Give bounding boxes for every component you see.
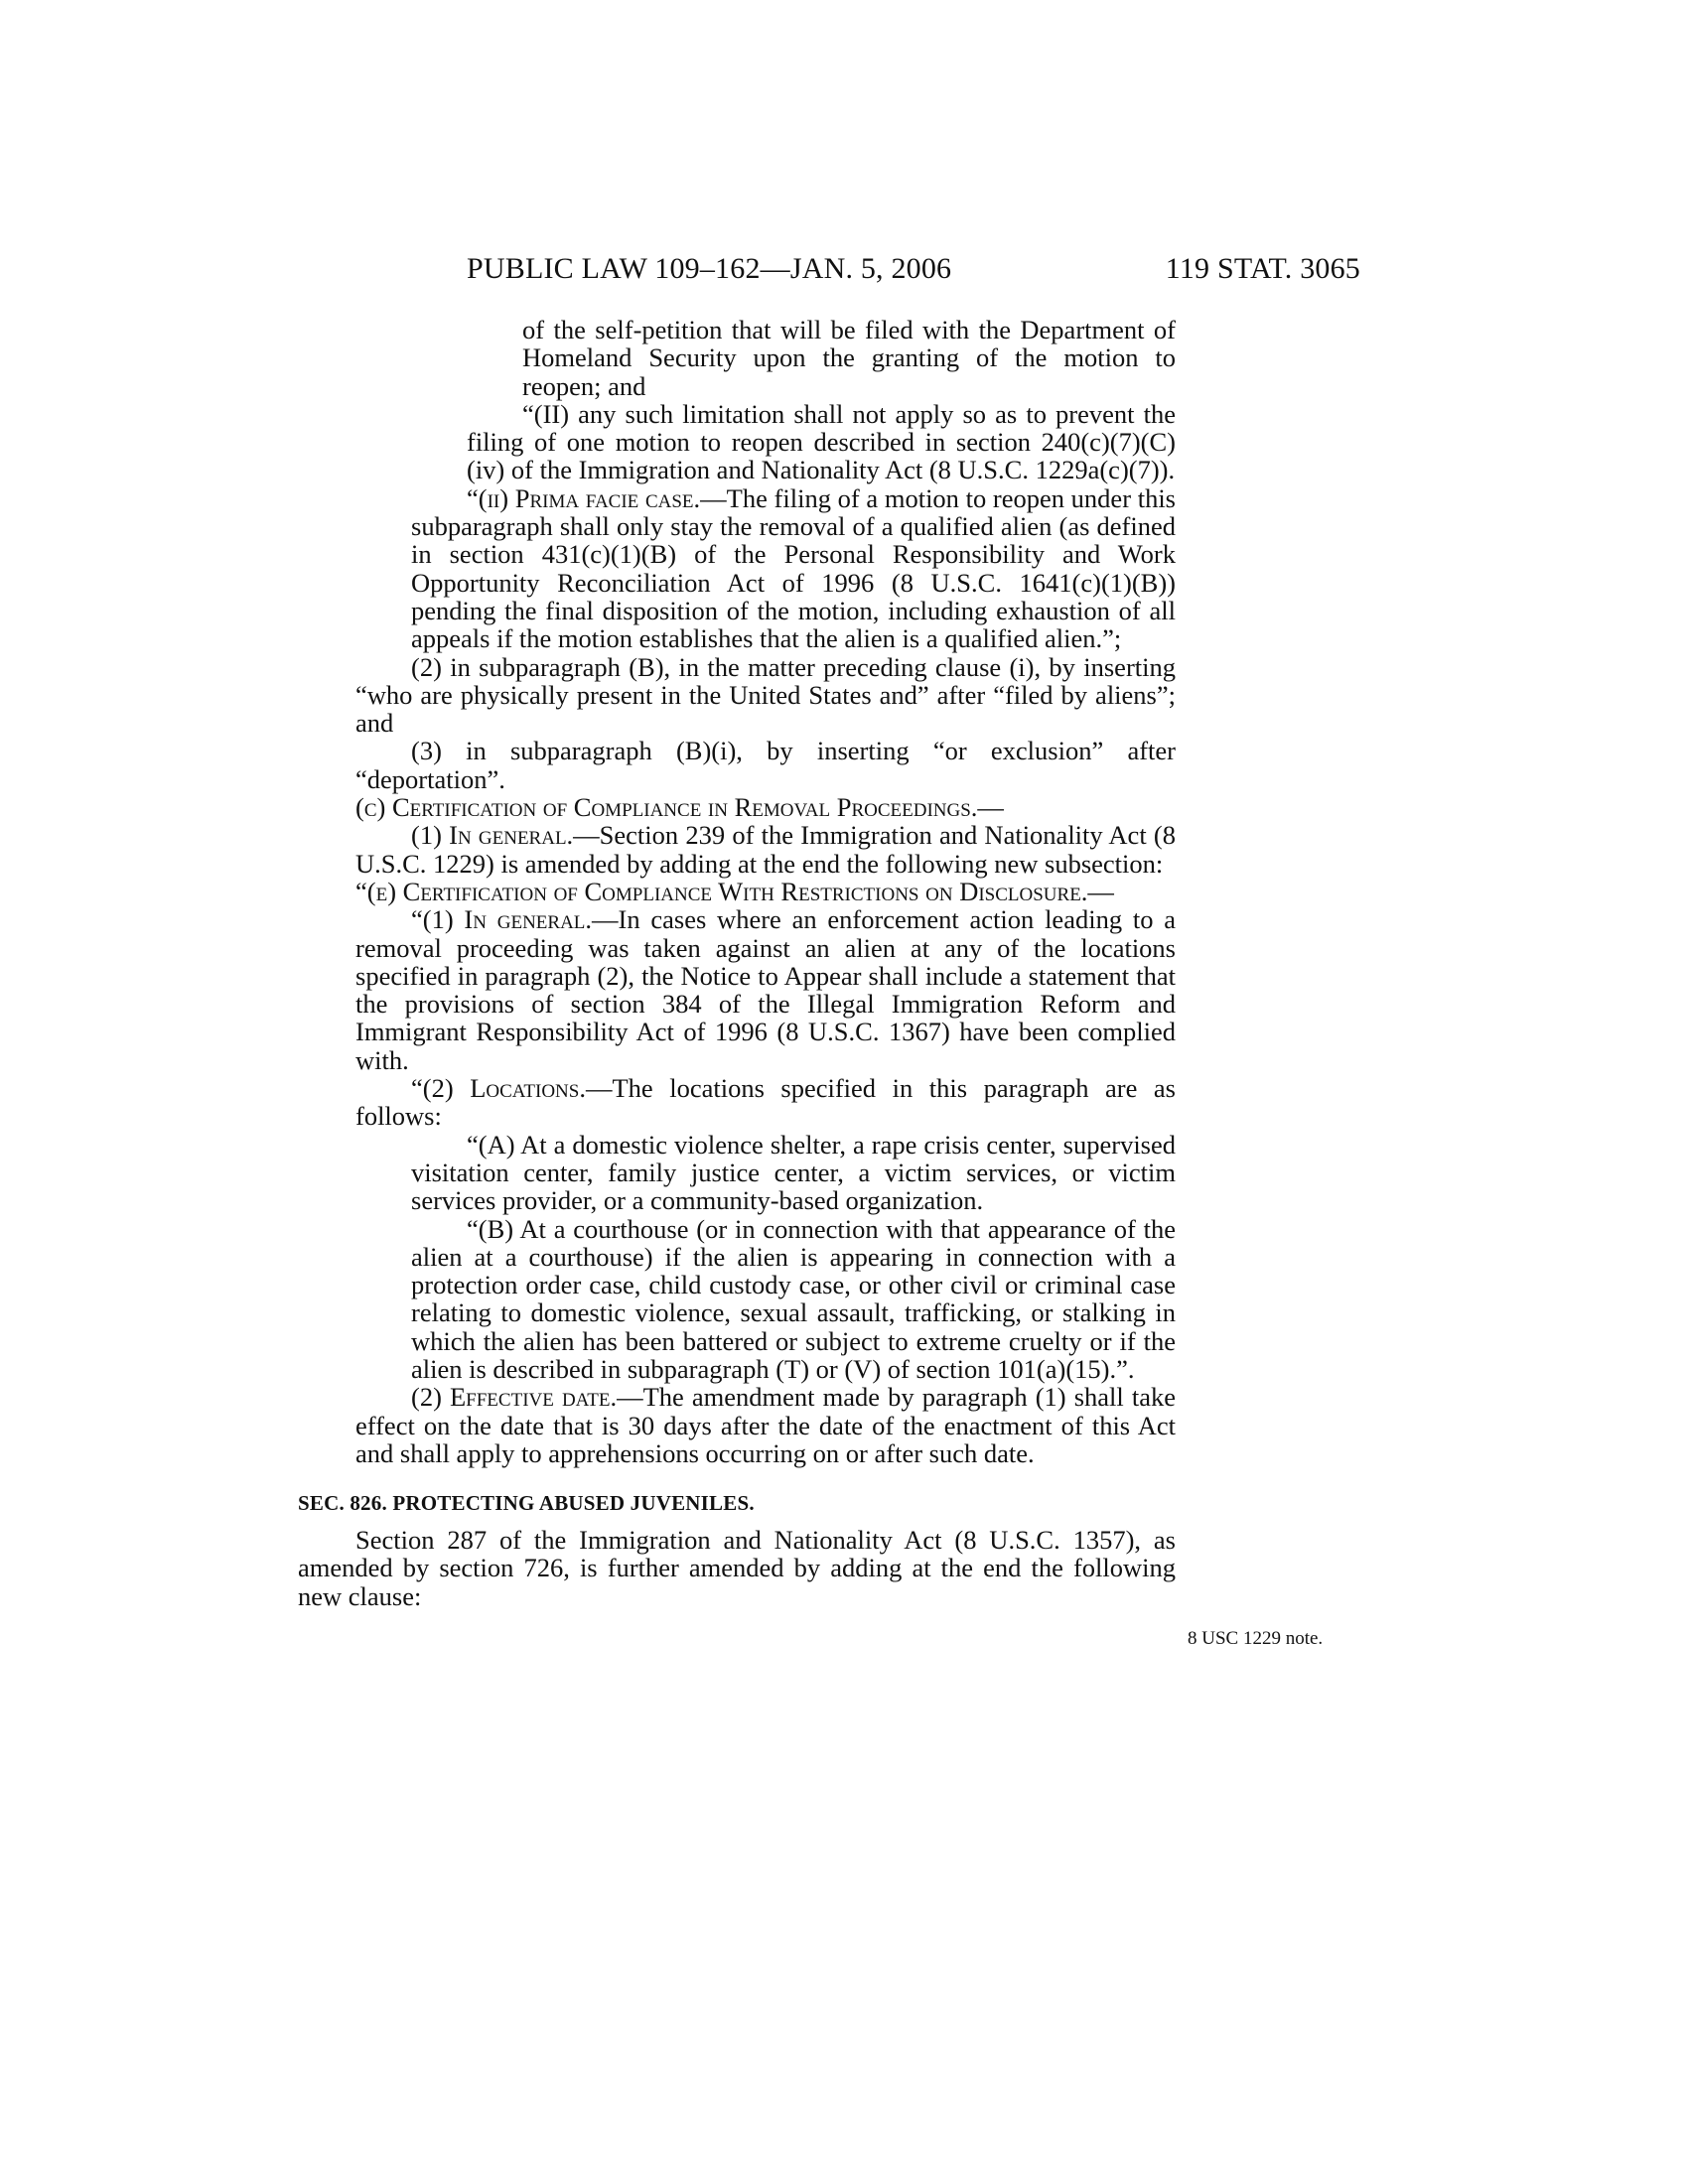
paragraph-location-A: “(A) At a domestic violence shelter, a rape crisis center, supervised visitation center, family justice center, a victim services, or victim services provider, or a community-based organization. xyxy=(411,1129,1176,1216)
text-effective-date: —The amendment made by paragraph (1) shall take effect on the date that is 30 days after the date of the enactment of this Act and shall apply to apprehensions occurring on or after such date. xyxy=(355,1382,1176,1468)
heading-effective-date: (2) Effective date. xyxy=(411,1382,618,1413)
paragraph-limitation-II: “(II) any such limitation shall not apply so as to prevent the filing of one motion to reopen described in section 240(c)(7)(C)(iv) of the Immigration and Nationality Act (8 U.S.C. 1229a(c)(7)). xyxy=(467,398,1176,485)
heading-certification-disclosure: “(e) Certification of Compliance With Restrictions on Disclosure.— xyxy=(355,876,1114,906)
paragraph-section-287: Section 287 of the Immigration and Nationality Act (8 U.S.C. 1357), as amended by section 726, is further amended by adding at the end the following new clause: xyxy=(298,1525,1176,1611)
header-stat-page: 119 STAT. 3065 xyxy=(1165,252,1360,285)
header-public-law: PUBLIC LAW 109–162—JAN. 5, 2006 xyxy=(467,252,952,285)
section-heading-826: SEC. 826. PROTECTING ABUSED JUVENILES. xyxy=(298,1491,755,1516)
paragraph-amend-subparagraph-Bi: (3) in subparagraph (B)(i), by inserting “or exclusion” after “deportation”. xyxy=(355,736,1176,794)
paragraph-prima-facie xyxy=(411,484,1176,653)
paragraph-locations xyxy=(355,1074,1176,1131)
paragraph-in-general-239 xyxy=(355,821,1176,878)
margin-note-usc: 8 USC 1229 note. xyxy=(1188,1628,1324,1649)
paragraph-effective-date xyxy=(355,1383,1176,1467)
heading-prima-facie: “(ii) Prima facie case. xyxy=(467,482,701,513)
paragraph-location-B: “(B) At a courthouse (or in connection with that appearance of the alien at a courthouse) if the alien is appearing in connection with a protection order case, child custody case, or other civil or criminal case relating to domestic violence, sexual assault, trafficking, or stalking in which the alien has been battered or subject to extreme cruelty or if the alien is described in subparagraph (T) or (V) of section 101(a)(15).”. xyxy=(411,1213,1176,1384)
text-enforcement-action: —In cases where an enforcement action leading to a removal proceeding was taken against an alien at any of the locations specified in paragraph (2), the Notice to Appear shall include a statement that the provisions of section 384 of the Illegal Immigration Reform and Immigrant Responsibility Act of 1996 (8 U.S.C. 1367) have been complied with. xyxy=(355,904,1176,1075)
heading-in-general-1: (1) In general. xyxy=(411,820,574,851)
text-prima-facie: —The filing of a motion to reopen under this subparagraph shall only stay the removal of a qualified alien (as defined in section 431(c)(1)(B) of the Personal Responsibility and Work Opportunity Reconciliation Act of 1996 (8 U.S.C. 1641(c)(1)(B)) pending the final disposition of the motion, including exhaustion of all appeals if the motion establishes that the alien is a qualified alien.”; xyxy=(411,482,1176,654)
heading-locations: “(2) Locations. xyxy=(411,1073,586,1104)
text-locations: —The locations specified in this paragraph are as follows: xyxy=(355,1073,1176,1132)
heading-in-general-e1: “(1) In general. xyxy=(411,904,593,935)
heading-certification-compliance: (c) Certification of Compliance in Removal Proceedings.— xyxy=(355,792,1004,823)
page-header xyxy=(467,252,1360,292)
paragraph-amend-subparagraph-B: (2) in subparagraph (B), in the matter preceding clause (i), by inserting “who are physically present in the United States and” after “filed by aliens”; and xyxy=(355,651,1176,739)
paragraph-enforcement-action xyxy=(355,905,1176,1074)
paragraph-self-petition: of the self-petition that will be filed with the Department of Homeland Security upon the granting of the motion to reopen; and xyxy=(522,315,1176,401)
text-in-general-1: —Section 239 of the Immigration and Nationality Act (8 U.S.C. 1229) is amended by adding at the end the following new subsection: xyxy=(355,820,1176,879)
document-body xyxy=(298,316,1176,1610)
